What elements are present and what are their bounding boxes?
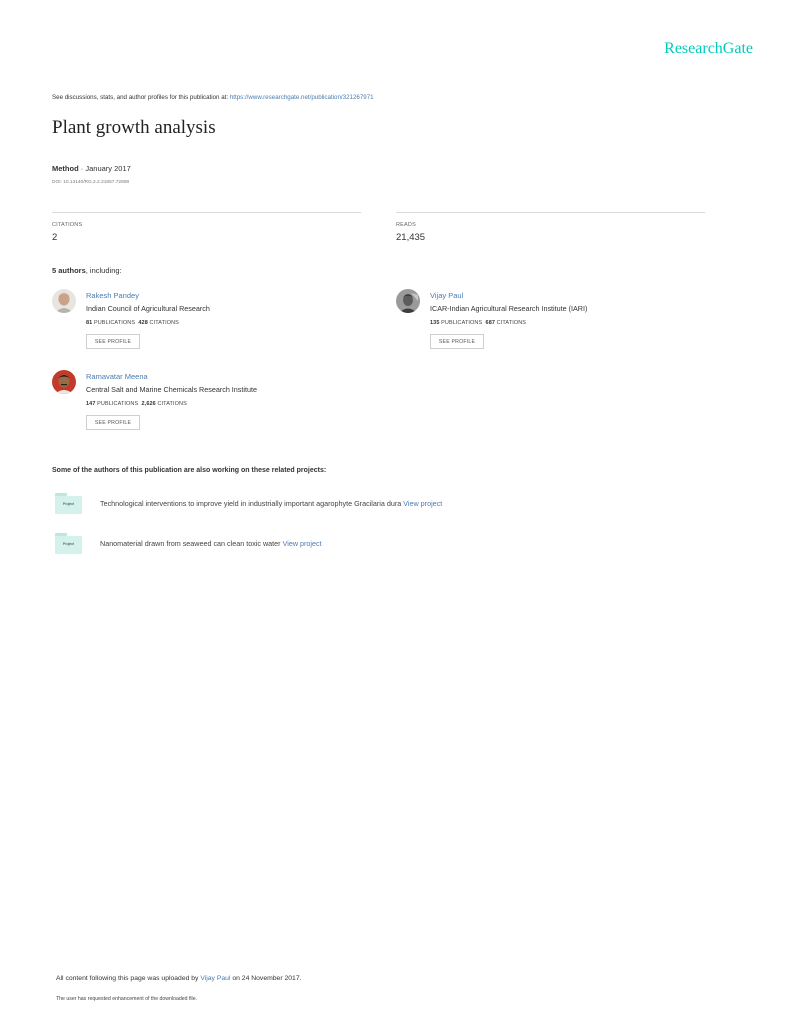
author-name[interactable]: Ramavatar Meena (86, 372, 148, 381)
project-title: Nanomaterial drawn from seaweed can clean toxic water (100, 539, 281, 548)
citations-label: CITATIONS (149, 320, 179, 326)
citations-label: CITATIONS (496, 320, 527, 326)
divider-left (52, 212, 361, 213)
upload-suffix: on 24 November 2017. (230, 975, 302, 982)
citations-count: 2,626 (141, 401, 156, 407)
discussion-prefix: See discussions, stats, and author profiles for this publication at: (52, 94, 230, 101)
reads-label: READS (396, 222, 416, 228)
project-icon-label: Project (62, 542, 75, 546)
researchgate-logo[interactable]: ResearchGate (664, 40, 753, 57)
author-card-vijay-paul (396, 289, 706, 369)
avatar[interactable] (52, 289, 76, 313)
project-icon-label: Project (62, 502, 75, 506)
author-institution: Central Salt and Marine Chemicals Research Institute (86, 385, 257, 394)
citations-value: 2 (52, 232, 58, 243)
publications-label: PUBLICATIONS (93, 320, 136, 326)
author-stats (86, 401, 187, 407)
publication-type: Method (52, 164, 79, 173)
authors-count-line (52, 266, 122, 275)
publications-count: 135 (430, 320, 440, 326)
avatar[interactable] (396, 289, 420, 313)
avatar[interactable] (52, 370, 76, 394)
project-folder-icon (55, 533, 82, 554)
publication-link[interactable]: https://www.researchgate.net/publication/321267971 (229, 94, 374, 101)
authors-count: 5 authors (52, 266, 86, 275)
author-stats (86, 320, 179, 326)
see-profile-button[interactable]: SEE PROFILE (86, 415, 140, 430)
publication-date: · January 2017 (80, 164, 131, 173)
project-folder-icon (55, 493, 82, 514)
publications-count: 81 (86, 320, 93, 326)
upload-prefix: All content following this page was uploaded by (56, 975, 201, 982)
publications-label: PUBLICATIONS (97, 401, 139, 407)
citations-count: 428 (138, 320, 148, 326)
author-stats (430, 320, 526, 326)
view-project-link[interactable]: View project (282, 539, 322, 548)
publications-count: 147 (86, 401, 96, 407)
divider-right (396, 212, 705, 213)
author-card-rakesh-pandey (52, 289, 362, 369)
author-institution: ICAR-Indian Agricultural Research Institute (IARI) (430, 304, 588, 313)
citations-count: 687 (485, 320, 496, 326)
page-title: Plant growth analysis (52, 117, 216, 138)
reads-value: 21,435 (396, 232, 426, 243)
enhancement-note: The user has requested enhancement of the downloaded file. (56, 996, 198, 1002)
author-name[interactable]: Vijay Paul (430, 291, 464, 300)
upload-note (56, 975, 302, 982)
see-profile-button[interactable]: SEE PROFILE (430, 334, 484, 349)
see-profile-button[interactable]: SEE PROFILE (86, 334, 140, 349)
citations-label: CITATIONS (52, 222, 83, 228)
authors-suffix: , including: (85, 266, 122, 275)
publication-doi: DOI: 10.13140/RG.2.2.21657.72808 (52, 180, 130, 185)
project-item (55, 533, 555, 557)
author-name[interactable]: Rakesh Pandey (86, 291, 139, 300)
project-item (55, 493, 555, 517)
project-title: Technological interventions to improve yield in industrially important agarophyte Gracilaria dura (100, 499, 402, 508)
project-text (100, 539, 322, 548)
publications-label: PUBLICATIONS (441, 320, 483, 326)
uploader-link[interactable]: Vijay Paul (200, 975, 231, 982)
view-project-link[interactable]: View project (403, 499, 443, 508)
citations-label: CITATIONS (157, 401, 187, 407)
related-projects-heading: Some of the authors of this publication are also working on these related projects: (52, 467, 327, 474)
project-text (100, 499, 442, 508)
author-card-ramavatar-meena (52, 370, 362, 450)
author-institution: Indian Council of Agricultural Research (86, 304, 210, 313)
discussion-line (52, 94, 374, 101)
publication-meta (52, 164, 131, 173)
